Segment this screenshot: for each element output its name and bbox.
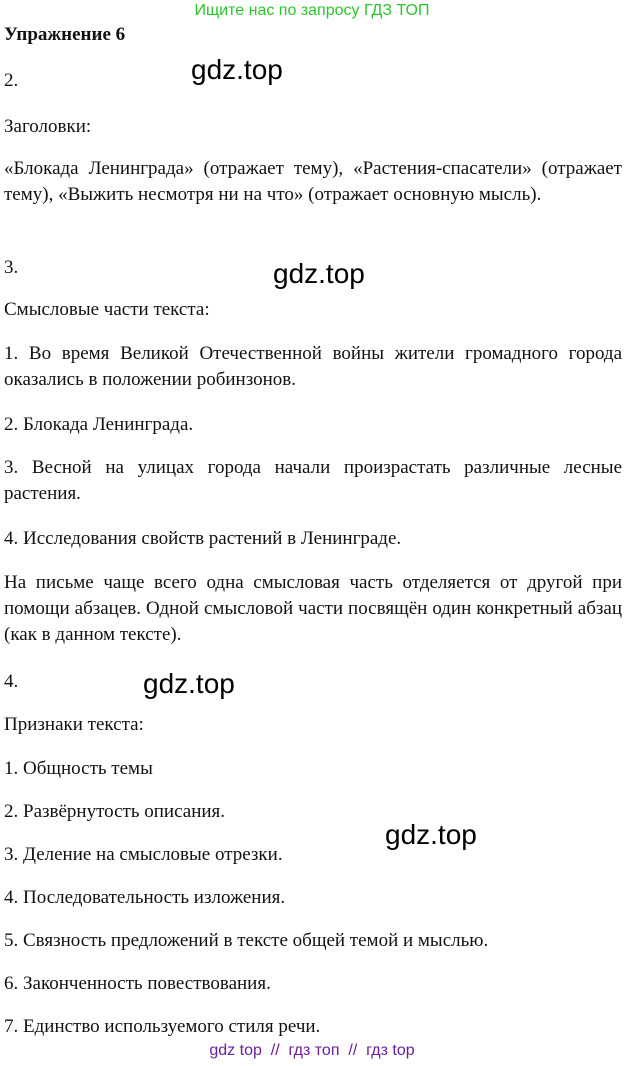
watermark: gdz.top bbox=[143, 668, 235, 699]
list-item: 2. Блокада Ленинграда. bbox=[4, 414, 194, 435]
section-4-heading: Признаки текста: bbox=[4, 714, 144, 735]
list-item: 1. Общность темы bbox=[4, 758, 153, 779]
watermark: gdz.top bbox=[273, 258, 365, 289]
list-item: 3. Весной на улицах города начали произрастать различные лесные растения. bbox=[4, 457, 622, 504]
section-3-paragraph: На письме чаще всего одна смысловая часть отделяется от другой при помощи абзацев. Одной смысловой части посвящён один конкретный абзац (как в данном тексте). bbox=[4, 572, 622, 645]
list-item: 6. Законченность повествования. bbox=[4, 973, 271, 994]
section-4-number: 4. bbox=[4, 671, 19, 692]
watermark: gdz.top bbox=[385, 819, 477, 850]
section-2-paragraph: «Блокада Ленинграда» (отражает тему), «Растения-спасатели» (отражает тему), «Выжить несмотря ни на что» (отражает основную мысль). bbox=[4, 158, 622, 205]
watermark: gdz.top bbox=[191, 54, 283, 85]
list-item: 7. Единство используемого стиля речи. bbox=[4, 1016, 321, 1037]
list-item: 4. Последовательность изложения. bbox=[4, 887, 286, 908]
bottom-banner: gdz top // гдз топ // гдз top bbox=[209, 1042, 415, 1059]
section-2-heading: Заголовки: bbox=[4, 116, 92, 137]
section-2-number: 2. bbox=[4, 70, 19, 91]
exercise-title: Упражнение 6 bbox=[4, 24, 126, 45]
list-item: 1. Во время Великой Отечественной войны жители громадного города оказались в положении робинзонов. bbox=[4, 343, 622, 390]
list-item: 3. Деление на смысловые отрезки. bbox=[4, 844, 283, 865]
list-item: 4. Исследования свойств растений в Ленинграде. bbox=[4, 528, 402, 549]
list-item: 2. Развёрнутость описания. bbox=[4, 801, 226, 822]
section-3-number: 3. bbox=[4, 257, 19, 278]
section-3-heading: Смысловые части текста: bbox=[4, 299, 210, 320]
list-item: 5. Связность предложений в тексте общей темой и мыслью. bbox=[4, 930, 489, 951]
top-banner: Ищите нас по запросу ГДЗ ТОП bbox=[194, 2, 430, 19]
